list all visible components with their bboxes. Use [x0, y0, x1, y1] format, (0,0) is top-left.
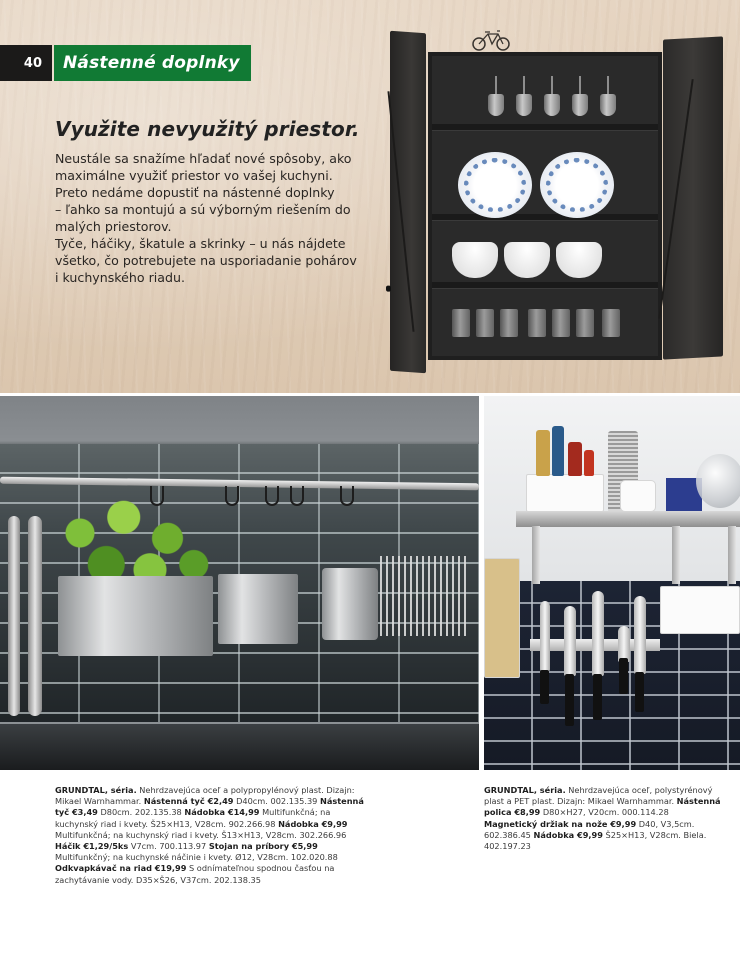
product-price: Nádobka €9,99	[278, 818, 348, 829]
caption-text: Multifunkčná; na kuchynský riad i kvety. Š25×H13, V28cm. 902.266.98	[55, 807, 331, 829]
bottle	[584, 450, 594, 476]
knife-handle	[565, 674, 574, 726]
product-price: Nádobka €9,99	[533, 829, 603, 840]
side-container	[484, 558, 520, 678]
caption-text: D40cm. 002.135.39	[233, 796, 320, 807]
intro-line: Preto nedáme dopustiť na nástenné doplnky	[55, 185, 335, 200]
container	[218, 574, 298, 644]
knife	[592, 591, 604, 676]
knife-handle	[619, 658, 628, 694]
tumbler	[602, 309, 620, 337]
tumbler	[452, 309, 470, 337]
cabinet-shelf	[432, 124, 658, 131]
product-price: Nástenná polica €8,99	[484, 796, 721, 818]
intro-line: Tyče, háčiky, škatule a skrinky – u nás nájdete	[55, 236, 346, 251]
shelf-bracket	[532, 526, 540, 584]
cabinet-shelf	[432, 282, 658, 289]
series-name: GRUNDTAL, séria.	[55, 785, 137, 795]
hero-section	[0, 0, 740, 393]
wall-cabinet-image	[390, 28, 730, 373]
page-number-box	[0, 45, 52, 81]
series-name: GRUNDTAL, séria.	[484, 785, 566, 795]
product-price: Nástenná tyč €2,49	[143, 796, 234, 807]
headline: Využite nevyužitý priestor.	[55, 117, 360, 141]
wine-glass	[488, 76, 504, 116]
intro-line: maximálne využiť priestor vo vašej kuchyni.	[55, 168, 333, 183]
caption-text: Š25×H13, V28cm. Biela. 402.197.23	[484, 829, 707, 852]
shelf-bracket	[728, 526, 736, 584]
product-price: Nádobka €14,99	[184, 807, 260, 818]
caption-text: D80cm. 202.135.38	[97, 807, 185, 818]
bottle	[552, 426, 564, 476]
product-caption-left	[55, 785, 370, 886]
glass-bowl	[696, 454, 740, 508]
bowl	[556, 242, 602, 278]
caption-text: S odnímateľnou spodnou časťou na zachytávanie vody. D35×Š26, V37cm. 202.138.35	[55, 863, 335, 885]
product-price: Magnetický držiak na nože €9,99	[484, 818, 637, 829]
caption-text: V7cm. 700.113.97	[128, 841, 209, 852]
tumbler	[528, 309, 546, 337]
page-number: 40	[23, 55, 42, 71]
wall-shelf	[516, 511, 740, 527]
rail-system-photo	[0, 396, 479, 770]
caption-text: Nehrdzavejúca oceľ, polystyrénový plast a PET plast. Dizajn: Mikael Warnhammar.	[484, 785, 713, 807]
knife	[618, 626, 630, 662]
wine-glass	[516, 76, 532, 116]
product-price: Odkvapkávač na riad €19,99	[55, 863, 187, 874]
shelf-bracket	[672, 526, 680, 584]
tumbler	[552, 309, 570, 337]
shelf-knife-photo	[484, 396, 740, 770]
tumbler	[576, 309, 594, 337]
knife-handle	[540, 670, 549, 704]
bottle	[568, 442, 582, 476]
caption-text: Nehrdzavejúca oceľ a polypropylénový plast. Dizajn: Mikael Warnhammar.	[55, 785, 355, 807]
tumbler	[500, 309, 518, 337]
wine-glass	[600, 76, 616, 116]
whisk	[8, 516, 20, 716]
intro-text	[55, 150, 355, 286]
plate	[458, 152, 532, 218]
jar	[620, 480, 656, 512]
hook	[225, 486, 239, 506]
white-container	[660, 586, 740, 634]
wine-glass	[572, 76, 588, 116]
ladle	[28, 516, 42, 716]
bicycle-ornament-icon	[470, 28, 512, 52]
knife	[634, 596, 646, 674]
hook	[265, 486, 279, 506]
large-container	[58, 576, 213, 656]
product-price: Háčik €1,29/5ks	[55, 841, 129, 852]
cutlery-caddy	[322, 568, 378, 640]
countertop	[0, 722, 479, 770]
product-caption-right	[484, 785, 724, 852]
section-tab	[54, 45, 251, 81]
wine-glass	[544, 76, 560, 116]
bowl	[504, 242, 550, 278]
intro-line: malých priestorov.	[55, 219, 172, 234]
cabinet-door-right	[663, 36, 723, 359]
intro-line: – ľahko sa montujú a sú výborným riešením do	[55, 202, 351, 217]
hook	[290, 486, 304, 506]
intro-line: Neustále sa snažíme hľadať nové spôsoby, ako	[55, 151, 352, 166]
white-container	[526, 474, 604, 512]
plate	[540, 152, 614, 218]
bowl	[452, 242, 498, 278]
product-price: Stojan na príbory €5,99	[208, 841, 318, 852]
caption-text: D40, V3,5cm. 602.386.45	[484, 818, 695, 840]
cabinet-body	[428, 52, 662, 360]
knife-handle	[635, 672, 644, 712]
intro-line: všetko, čo potrebujete na usporiadanie pohárov	[55, 253, 357, 268]
cabinet-door-left	[390, 31, 426, 374]
tumbler	[476, 309, 494, 337]
hook	[340, 486, 354, 506]
cabinet-shelf	[432, 214, 658, 221]
dish-drainer	[380, 556, 470, 636]
product-price: Nástenná tyč €3,49	[55, 796, 364, 818]
caption-text: Multifunkčný; na kuchynské náčinie i kvety. Ø12, V28cm. 102.020.88	[55, 852, 338, 863]
caption-text: Multifunkčná; na kuchynský riad i kvety. Š13×H13, V28cm. 302.266.96	[55, 829, 347, 840]
caption-text: D80×H27, V20cm. 000.114.28	[540, 807, 669, 818]
intro-line: i kuchynského riadu.	[55, 270, 185, 285]
knife	[540, 601, 550, 671]
knife-handle	[593, 674, 602, 720]
section-title: Nástenné doplnky	[63, 53, 240, 73]
knife	[564, 606, 576, 676]
bottle	[536, 430, 550, 476]
door-knob	[386, 285, 391, 291]
